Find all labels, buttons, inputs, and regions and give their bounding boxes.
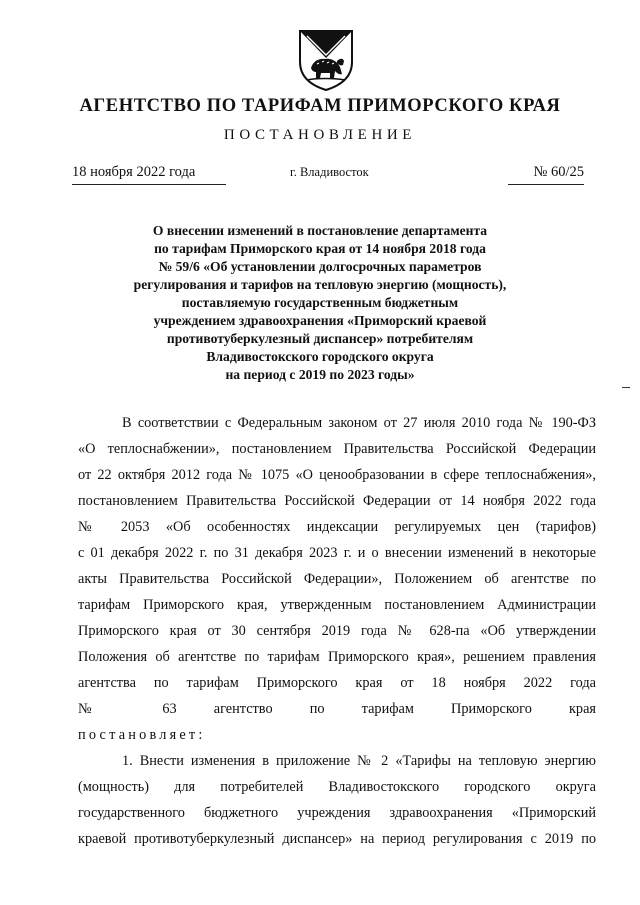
- document-subject: [80, 222, 560, 384]
- body-line: № 63 агентство по тарифам Приморского края: [78, 701, 596, 717]
- body-line: «О теплоснабжении», постановлением Правительства Российской Федерации: [78, 441, 596, 457]
- subject-line: О внесении изменений в постановление департамента: [152, 223, 488, 238]
- body-line: агентства по тарифам Приморского края от 18 ноября 2022 года: [78, 675, 596, 691]
- body-line: краевой противотуберкулезный диспансер» на период регулирования с 2019 по: [78, 831, 596, 847]
- document-type: ПОСТАНОВЛЕНИЕ: [223, 127, 417, 143]
- body-line: государственного бюджетного учреждения здравоохранения «Приморский: [78, 805, 596, 821]
- body-line: 1. Внести изменения в приложение № 2 «Тарифы на тепловую энергию: [122, 753, 596, 769]
- subject-line: Владивостокского городского округа: [206, 349, 434, 364]
- resolution-word: постановляет:: [78, 727, 206, 743]
- document-date: 18 ноября 2022 года: [72, 164, 226, 185]
- document-city: г. Владивосток: [290, 165, 369, 179]
- body-line: Положения об агентстве по тарифам Приморского края», решением правления: [78, 649, 596, 665]
- subject-line: поставляемую государственным бюджетным: [181, 295, 459, 310]
- body-line: постановлением Правительства Российской Федерации от 14 ноября 2022 года: [78, 493, 596, 509]
- body-line: В соответствии с Федеральным законом от 27 июля 2010 года № 190-ФЗ: [122, 415, 596, 431]
- subject-line: регулирования и тарифов на тепловую энергию (мощность),: [133, 277, 507, 292]
- agency-name: АГЕНТСТВО ПО ТАРИФАМ ПРИМОРСКОГО КРАЯ: [79, 96, 561, 116]
- coat-of-arms-icon: [297, 28, 355, 92]
- body-line: от 22 октября 2012 года № 1075 «О ценообразовании в сфере теплоснабжения»,: [78, 467, 596, 483]
- document-body: [78, 410, 596, 852]
- subject-line: противотуберкулезный диспансер» потребителям: [166, 331, 474, 346]
- body-line: тарифам Приморского края, утвержденным постановлением Администрации: [78, 597, 596, 613]
- subject-line: по тарифам Приморского края от 14 ноября 2018 года: [154, 241, 486, 256]
- body-line: акты Правительства Российской Федерации», Положением об агентстве по: [78, 571, 596, 587]
- body-line: № 2053 «Об особенностях индексации регулируемых цен (тарифов): [78, 519, 596, 535]
- body-line: с 01 декабря 2022 г. по 31 декабря 2023 г. и о внесении изменений в некоторые: [78, 545, 596, 561]
- document-number: № 60/25: [508, 164, 584, 185]
- subject-line: учреждением здравоохранения «Приморский краевой: [153, 313, 487, 328]
- subject-line: № 59/6 «Об установлении долгосрочных параметров: [158, 259, 482, 274]
- body-line: Приморского края от 30 сентября 2019 года № 628-па «Об утверждении: [78, 623, 596, 639]
- body-line: (мощность) для потребителей Владивостокского городского округа: [78, 779, 596, 795]
- scan-mark: [622, 387, 630, 388]
- subject-line: на период с 2019 по 2023 годы»: [225, 367, 415, 382]
